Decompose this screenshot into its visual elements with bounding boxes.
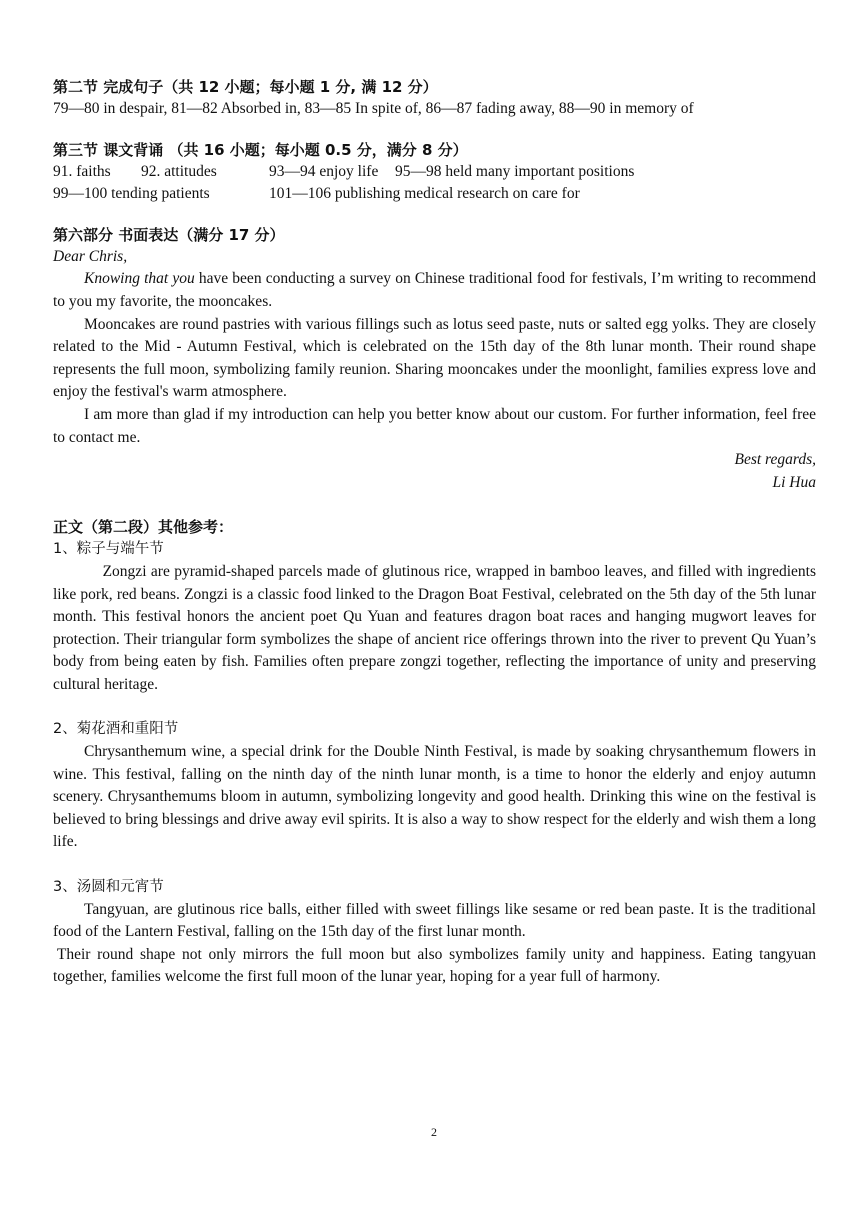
reference-1-title: 1、粽子与端午节 bbox=[53, 541, 164, 558]
answer-page bbox=[53, 76, 816, 989]
section3-row-1: 91. faiths 92. attitudes 93—94 enjoy life 95—98 held many important positions bbox=[53, 161, 816, 184]
answer-99-100: 99—100 tending patients bbox=[53, 185, 210, 203]
answer-91: 91. faiths bbox=[53, 162, 111, 180]
letter-salutation: Dear Chris, bbox=[53, 247, 128, 265]
section2-answers: 79—80 in despair, 81—82 Absorbed in, 83—85 In spite of, 86—87 fading away, 88—90 in memory of bbox=[53, 100, 694, 117]
reference-2-title: 2、菊花酒和重阳节 bbox=[53, 721, 179, 738]
letter-paragraph-3: I am more than glad if my introduction can help you better know about our custom. For further information, feel free to contact me. bbox=[53, 405, 816, 446]
reference-3-title: 3、汤圆和元宵节 bbox=[53, 879, 164, 896]
reference-1-paragraph: Zongzi are pyramid-shaped parcels made of glutinous rice, wrapped in bamboo leaves, and filled with ingredients like pork, red beans. Zongzi is a classic food linked to the Dragon Boat Festival, celebrated on the 5th day of the 5th lunar month. This festival honors the ancient poet Qu Yuan and features dragon boat races and hanging mugwort leaves for protection. Their triangular form symbolizes the shape of ancient rice offerings thrown into the river to prevent Qu Yuan’s body from being eaten by fish. Families often prepare zongzi together, reflecting the importance of unity and preserving cultural heritage. bbox=[53, 562, 816, 693]
letter-signature: Li Hua bbox=[772, 473, 816, 491]
answer-92: 92. attitudes bbox=[141, 162, 217, 180]
reference-3-paragraph-2: Their round shape not only mirrors the full moon but also symbolizes family unity and happiness. Eating tangyuan together, families welcome the first full moon of the lunar year, hoping for a year full of harmony. bbox=[53, 945, 816, 986]
section2-heading: 第二节 完成句子（共 12 小题；每小题 1 分, 满 12 分） bbox=[53, 78, 438, 96]
letter-p1-rest: have been conducting a survey on Chinese traditional food for festivals, I’m writing to recommend to you my favorite, the mooncakes. bbox=[53, 270, 816, 310]
reference-2-paragraph: Chrysanthemum wine, a special drink for the Double Ninth Festival, is made by soaking chrysanthemum flowers in wine. This festival, falling on the ninth day of the ninth lunar month, is a time to honor the elderly and enjoy autumn scenery. Chrysanthemums bloom in autumn, symbolizing longevity and good health. Drinking this wine on the festival is believed to bring blessings and drive away evil spirits. It is also a way to show respect for the elderly and wish them a long life. bbox=[53, 743, 816, 851]
references-heading: 正文（第二段）其他参考： bbox=[53, 518, 234, 537]
letter-closing: Best regards, bbox=[734, 451, 816, 469]
letter-paragraph-1 bbox=[53, 268, 816, 313]
part6-heading: 第六部分 书面表达（满分 17 分） bbox=[53, 225, 285, 244]
letter-paragraph-2: Mooncakes are round pastries with various fillings such as lotus seed paste, nuts or salted egg yolks. They are closely related to the Mid - Autumn Festival, which is celebrated on the 15th day of the 8th lunar month. Their round shape represents the full moon, symbolizing family reunion. Sharing mooncakes under the moonlight, families express love and enjoy the festival's warm atmosphere. bbox=[53, 315, 816, 401]
answer-93-94: 93—94 enjoy life bbox=[269, 162, 379, 180]
letter-p1-italic: Knowing that you bbox=[84, 270, 195, 288]
section3-row-2: 99—100 tending patients 101—106 publishing medical research on care for bbox=[53, 183, 816, 206]
section3-heading: 第三节 课文背诵 （共 16 小题；每小题 0.5 分，满分 8 分） bbox=[53, 140, 468, 159]
reference-3-paragraph-1: Tangyuan, are glutinous rice balls, either filled with sweet fillings like sesame or red bean paste. It is the traditional food of the Lantern Festival, falling on the 15th day of the first lunar month. bbox=[53, 900, 816, 941]
page-number: 2 bbox=[431, 1125, 437, 1139]
